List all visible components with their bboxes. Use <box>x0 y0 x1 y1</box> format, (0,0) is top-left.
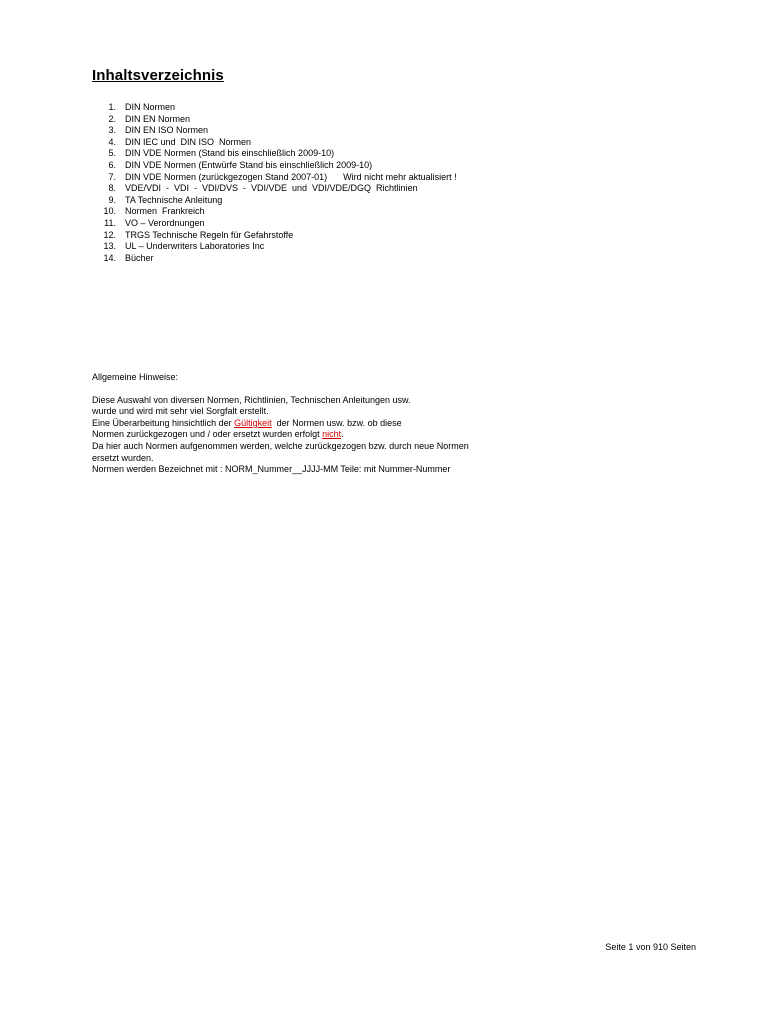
toc-item-label: Normen Frankreich <box>125 206 205 217</box>
toc-item-label: DIN VDE Normen (Entwürfe Stand bis einschließlich 2009-10) <box>125 159 373 170</box>
toc-item-label: DIN Normen <box>125 102 176 112</box>
toc-item[interactable] <box>92 137 652 149</box>
notes-line: ersetzt wurden. <box>92 452 154 463</box>
toc-item-label: VDE/VDI - VDI - VDI/DVS - VDI/VDE und VDI/VDE/DGQ Richtlinien <box>125 183 418 194</box>
notes-line: wurde und wird mit sehr viel Sorgfalt erstellt. <box>92 406 269 417</box>
toc-item-number: 7. <box>108 171 116 182</box>
notes-text: Normen zurückgezogen und / oder ersetzt wurden erfolgt <box>92 429 323 440</box>
toc-item-number: 5. <box>108 148 116 159</box>
page-footer: Seite 1 von 910 Seiten <box>605 942 696 952</box>
toc-item-number: 13. <box>103 241 116 252</box>
toc-item-label: UL – Underwriters Laboratories Inc <box>125 241 265 252</box>
notes-text: . <box>341 429 344 440</box>
notes-line <box>92 429 572 441</box>
table-of-contents <box>92 102 652 264</box>
toc-item[interactable] <box>92 253 652 265</box>
toc-item-number: 14. <box>103 252 116 263</box>
notes-line <box>92 418 572 430</box>
toc-item[interactable] <box>92 102 652 114</box>
toc-item-number: 1. <box>108 102 116 112</box>
toc-item[interactable] <box>92 230 652 242</box>
toc-item-number: 6. <box>108 159 116 170</box>
toc-item[interactable] <box>92 160 652 172</box>
toc-item-label: DIN VDE Normen (Stand bis einschließlich 2009-10) <box>125 148 335 159</box>
toc-item[interactable] <box>92 206 652 218</box>
general-notes <box>92 372 572 476</box>
toc-item[interactable] <box>92 183 652 195</box>
toc-item-label: DIN IEC und DIN ISO Normen <box>125 136 252 147</box>
notes-text: Eine Überarbeitung hinsichtlich der <box>92 417 235 428</box>
page-title: Inhaltsverzeichnis <box>92 67 224 84</box>
notes-text: der Normen usw. bzw. ob diese <box>271 417 402 428</box>
toc-item-number: 3. <box>108 125 116 136</box>
notes-line: Diese Auswahl von diversen Normen, Richtlinien, Technischen Anleitungen usw. <box>92 394 411 405</box>
toc-item[interactable] <box>92 218 652 230</box>
toc-item[interactable] <box>92 114 652 126</box>
toc-item-label: VO – Verordnungen <box>125 217 205 228</box>
notes-line: Da hier auch Normen aufgenommen werden, welche zurückgezogen bzw. durch neue Normen <box>92 440 469 451</box>
toc-item-number: 9. <box>108 194 116 205</box>
notes-heading: Allgemeine Hinweise: <box>92 372 179 382</box>
toc-item-number: 11. <box>104 217 116 228</box>
toc-item-number: 10. <box>103 206 116 217</box>
toc-item[interactable] <box>92 125 652 137</box>
toc-item-number: 2. <box>108 113 116 124</box>
toc-item[interactable] <box>92 241 652 253</box>
not-link[interactable]: nicht <box>322 429 342 440</box>
toc-item-number: 4. <box>108 136 116 147</box>
toc-item[interactable] <box>92 195 652 207</box>
toc-item[interactable] <box>92 172 652 184</box>
toc-item[interactable] <box>92 148 652 160</box>
toc-item-label: DIN EN Normen <box>125 113 191 124</box>
toc-item-number: 12. <box>103 229 116 240</box>
toc-item-number: 8. <box>108 183 116 194</box>
toc-item-label: DIN EN ISO Normen <box>125 125 209 136</box>
toc-item-label: DIN VDE Normen (zurückgezogen Stand 2007-01) <box>125 171 328 182</box>
notes-line: Normen werden Bezeichnet mit : NORM_Nummer__JJJJ-MM Teile: mit Nummer-Nummer <box>92 464 451 475</box>
toc-item-label: TRGS Technische Regeln für Gefahrstoffe <box>125 229 294 240</box>
validity-link[interactable]: Gültigkeit <box>234 417 272 428</box>
toc-item-label: TA Technische Anleitung <box>125 194 223 205</box>
toc-item-note: Wird nicht mehr aktualisiert ! <box>343 171 457 182</box>
toc-item-label: Bücher <box>125 252 154 263</box>
